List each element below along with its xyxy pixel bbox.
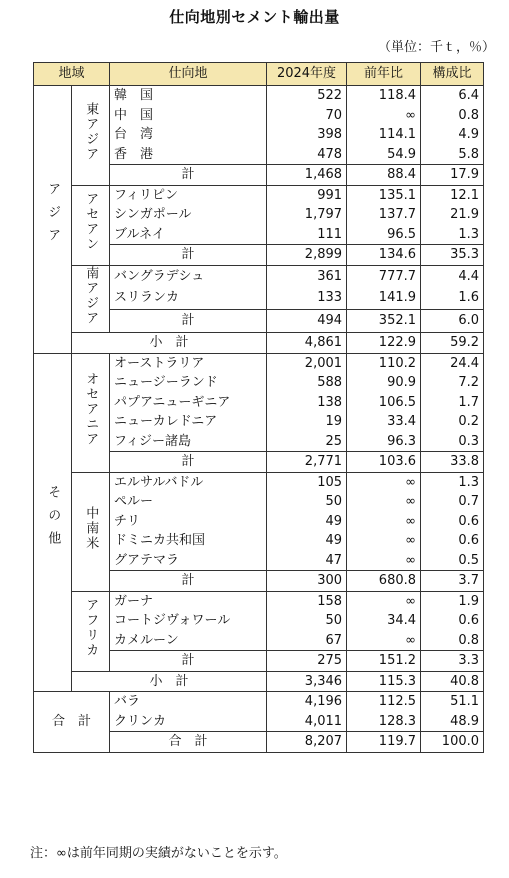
yoy-cell: 33.4 <box>347 412 421 432</box>
yoy-cell: ∞ <box>347 472 421 492</box>
dest-cell: グアテマラ <box>110 551 267 571</box>
value-cell: 111 <box>267 225 347 245</box>
yoy-cell: ∞ <box>347 512 421 532</box>
yoy-cell: 54.9 <box>347 145 421 165</box>
region-other-label: その他 <box>45 484 61 554</box>
subregion-cell <box>72 86 110 186</box>
share-cell: 0.6 <box>421 512 484 532</box>
value-cell: 4,011 <box>267 712 347 732</box>
value-cell: 1,468 <box>267 165 347 186</box>
share-cell: 5.8 <box>421 145 484 165</box>
yoy-cell: ∞ <box>347 492 421 512</box>
table-row <box>34 353 484 373</box>
subregion-cell-label: 東アジア <box>83 102 99 162</box>
value-cell: 50 <box>267 492 347 512</box>
dest-cell: シンガポール <box>110 205 267 225</box>
share-cell: 12.1 <box>421 185 484 205</box>
dest-cell: エルサルバドル <box>110 472 267 492</box>
total-label: 計 <box>110 452 267 473</box>
yoy-cell: 119.7 <box>347 732 421 753</box>
share-cell: 0.3 <box>421 432 484 452</box>
value-cell: 67 <box>267 631 347 651</box>
share-cell: 0.6 <box>421 611 484 631</box>
value-cell: 588 <box>267 373 347 393</box>
subregion-cell <box>72 185 110 265</box>
value-cell: 49 <box>267 531 347 551</box>
yoy-cell: 88.4 <box>347 165 421 186</box>
dest-cell: バラ <box>110 692 267 712</box>
yoy-cell: ∞ <box>347 631 421 651</box>
value-cell: 105 <box>267 472 347 492</box>
dest-cell: ドミニカ共和国 <box>110 531 267 551</box>
share-cell: 0.2 <box>421 412 484 432</box>
share-cell: 3.3 <box>421 651 484 672</box>
share-cell: 4.4 <box>421 265 484 287</box>
value-cell: 361 <box>267 265 347 287</box>
value-cell: 50 <box>267 611 347 631</box>
yoy-cell: 112.5 <box>347 692 421 712</box>
dest-cell: フィジー諸島 <box>110 432 267 452</box>
share-cell: 1.3 <box>421 472 484 492</box>
value-cell: 138 <box>267 393 347 413</box>
share-cell: 0.6 <box>421 531 484 551</box>
header-dest: 仕向地 <box>110 63 267 86</box>
grand-total-cell: 合 計 <box>34 692 110 753</box>
total-label: 計 <box>110 245 267 266</box>
header-yoy: 前年比 <box>347 63 421 86</box>
value-cell: 398 <box>267 125 347 145</box>
value-cell: 8,207 <box>267 732 347 753</box>
yoy-cell: 352.1 <box>347 310 421 333</box>
share-cell: 1.3 <box>421 225 484 245</box>
share-cell: 51.1 <box>421 692 484 712</box>
value-cell: 2,899 <box>267 245 347 266</box>
total-label: 計 <box>110 651 267 672</box>
table-row <box>34 185 484 205</box>
dest-cell: カメルーン <box>110 631 267 651</box>
share-cell: 40.8 <box>421 671 484 692</box>
grand-total-label: 合 計 <box>110 732 267 753</box>
share-cell: 0.7 <box>421 492 484 512</box>
subregion-cell <box>72 591 110 671</box>
dest-cell: バングラデシュ <box>110 265 267 287</box>
share-cell: 1.7 <box>421 393 484 413</box>
share-cell: 6.0 <box>421 310 484 333</box>
unit-label: （単位：千ｔ，％） <box>377 40 495 55</box>
value-cell: 158 <box>267 591 347 611</box>
dest-cell: 韓 国 <box>110 86 267 106</box>
dest-cell: オーストラリア <box>110 353 267 373</box>
value-cell: 478 <box>267 145 347 165</box>
subtotal-label: 小 計 <box>72 333 267 354</box>
dest-cell: コートジヴォワール <box>110 611 267 631</box>
value-cell: 4,861 <box>267 333 347 354</box>
share-cell: 0.8 <box>421 631 484 651</box>
total-label: 計 <box>110 165 267 186</box>
subtotal-row <box>34 671 484 692</box>
yoy-cell: ∞ <box>347 591 421 611</box>
yoy-cell: 103.6 <box>347 452 421 473</box>
share-cell: 100.0 <box>421 732 484 753</box>
share-cell: 0.5 <box>421 551 484 571</box>
yoy-cell: 115.3 <box>347 671 421 692</box>
dest-cell: クリンカ <box>110 712 267 732</box>
export-table <box>33 62 484 753</box>
value-cell: 19 <box>267 412 347 432</box>
table-row <box>34 265 484 287</box>
table-row <box>34 591 484 611</box>
value-cell: 133 <box>267 287 347 309</box>
share-cell: 21.9 <box>421 205 484 225</box>
subtotal-label: 小 計 <box>72 671 267 692</box>
share-cell: 4.9 <box>421 125 484 145</box>
table-row <box>34 472 484 492</box>
value-cell: 494 <box>267 310 347 333</box>
value-cell: 4,196 <box>267 692 347 712</box>
yoy-cell: 135.1 <box>347 185 421 205</box>
yoy-cell: 777.7 <box>347 265 421 287</box>
region-asia-label: アジア <box>45 181 61 251</box>
header-2024: 2024年度 <box>267 63 347 86</box>
dest-cell: チリ <box>110 512 267 532</box>
value-cell: 275 <box>267 651 347 672</box>
dest-cell: ペルー <box>110 492 267 512</box>
yoy-cell: 96.3 <box>347 432 421 452</box>
dest-cell: ニュージーランド <box>110 373 267 393</box>
yoy-cell: ∞ <box>347 531 421 551</box>
value-cell: 300 <box>267 571 347 592</box>
total-label: 計 <box>110 571 267 592</box>
subregion-cell-label: アセアン <box>83 191 99 252</box>
share-cell: 17.9 <box>421 165 484 186</box>
share-cell: 33.8 <box>421 452 484 473</box>
value-cell: 1,797 <box>267 205 347 225</box>
share-cell: 1.6 <box>421 287 484 309</box>
value-cell: 2,771 <box>267 452 347 473</box>
dest-cell: ブルネイ <box>110 225 267 245</box>
dest-cell: スリランカ <box>110 287 267 309</box>
subtotal-row <box>34 333 484 354</box>
yoy-cell: 106.5 <box>347 393 421 413</box>
subregion-cell-label: 中南米 <box>83 505 99 551</box>
value-cell: 522 <box>267 86 347 106</box>
share-cell: 0.8 <box>421 106 484 126</box>
yoy-cell: 128.3 <box>347 712 421 732</box>
table-title: 仕向地別セメント輸出量 <box>169 8 340 26</box>
subregion-cell-label: オセアニア <box>83 371 99 447</box>
table-row <box>34 692 484 712</box>
value-cell: 47 <box>267 551 347 571</box>
dest-cell: ニューカレドニア <box>110 412 267 432</box>
yoy-cell: 680.8 <box>347 571 421 592</box>
header-region: 地域 <box>34 63 110 86</box>
region-other <box>34 353 72 692</box>
share-cell: 24.4 <box>421 353 484 373</box>
subregion-cell <box>72 265 110 333</box>
yoy-cell: 141.9 <box>347 287 421 309</box>
region-asia <box>34 86 72 354</box>
yoy-cell: ∞ <box>347 106 421 126</box>
yoy-cell: 114.1 <box>347 125 421 145</box>
dest-cell: 中 国 <box>110 106 267 126</box>
dest-cell: フィリピン <box>110 185 267 205</box>
value-cell: 3,346 <box>267 671 347 692</box>
yoy-cell: 96.5 <box>347 225 421 245</box>
share-cell: 1.9 <box>421 591 484 611</box>
total-label: 計 <box>110 310 267 333</box>
subregion-cell-label: 南アジア <box>83 265 99 326</box>
dest-cell: 台 湾 <box>110 125 267 145</box>
value-cell: 49 <box>267 512 347 532</box>
subregion-cell <box>72 472 110 591</box>
yoy-cell: 122.9 <box>347 333 421 354</box>
subregion-cell-label: アフリカ <box>83 597 99 658</box>
value-cell: 2,001 <box>267 353 347 373</box>
yoy-cell: 34.4 <box>347 611 421 631</box>
value-cell: 991 <box>267 185 347 205</box>
share-cell: 35.3 <box>421 245 484 266</box>
yoy-cell: 110.2 <box>347 353 421 373</box>
header-share: 構成比 <box>421 63 484 86</box>
footnote: 注：∞は前年同期の実績がないことを示す。 <box>30 846 287 861</box>
yoy-cell: 151.2 <box>347 651 421 672</box>
dest-cell: パプアニューギニア <box>110 393 267 413</box>
dest-cell: ガーナ <box>110 591 267 611</box>
yoy-cell: 134.6 <box>347 245 421 266</box>
value-cell: 25 <box>267 432 347 452</box>
share-cell: 7.2 <box>421 373 484 393</box>
share-cell: 3.7 <box>421 571 484 592</box>
yoy-cell: 118.4 <box>347 86 421 106</box>
share-cell: 48.9 <box>421 712 484 732</box>
table-row <box>34 86 484 106</box>
subregion-cell <box>72 353 110 472</box>
yoy-cell: 90.9 <box>347 373 421 393</box>
dest-cell: 香 港 <box>110 145 267 165</box>
share-cell: 59.2 <box>421 333 484 354</box>
yoy-cell: ∞ <box>347 551 421 571</box>
share-cell: 6.4 <box>421 86 484 106</box>
value-cell: 70 <box>267 106 347 126</box>
yoy-cell: 137.7 <box>347 205 421 225</box>
header-row <box>34 63 484 86</box>
